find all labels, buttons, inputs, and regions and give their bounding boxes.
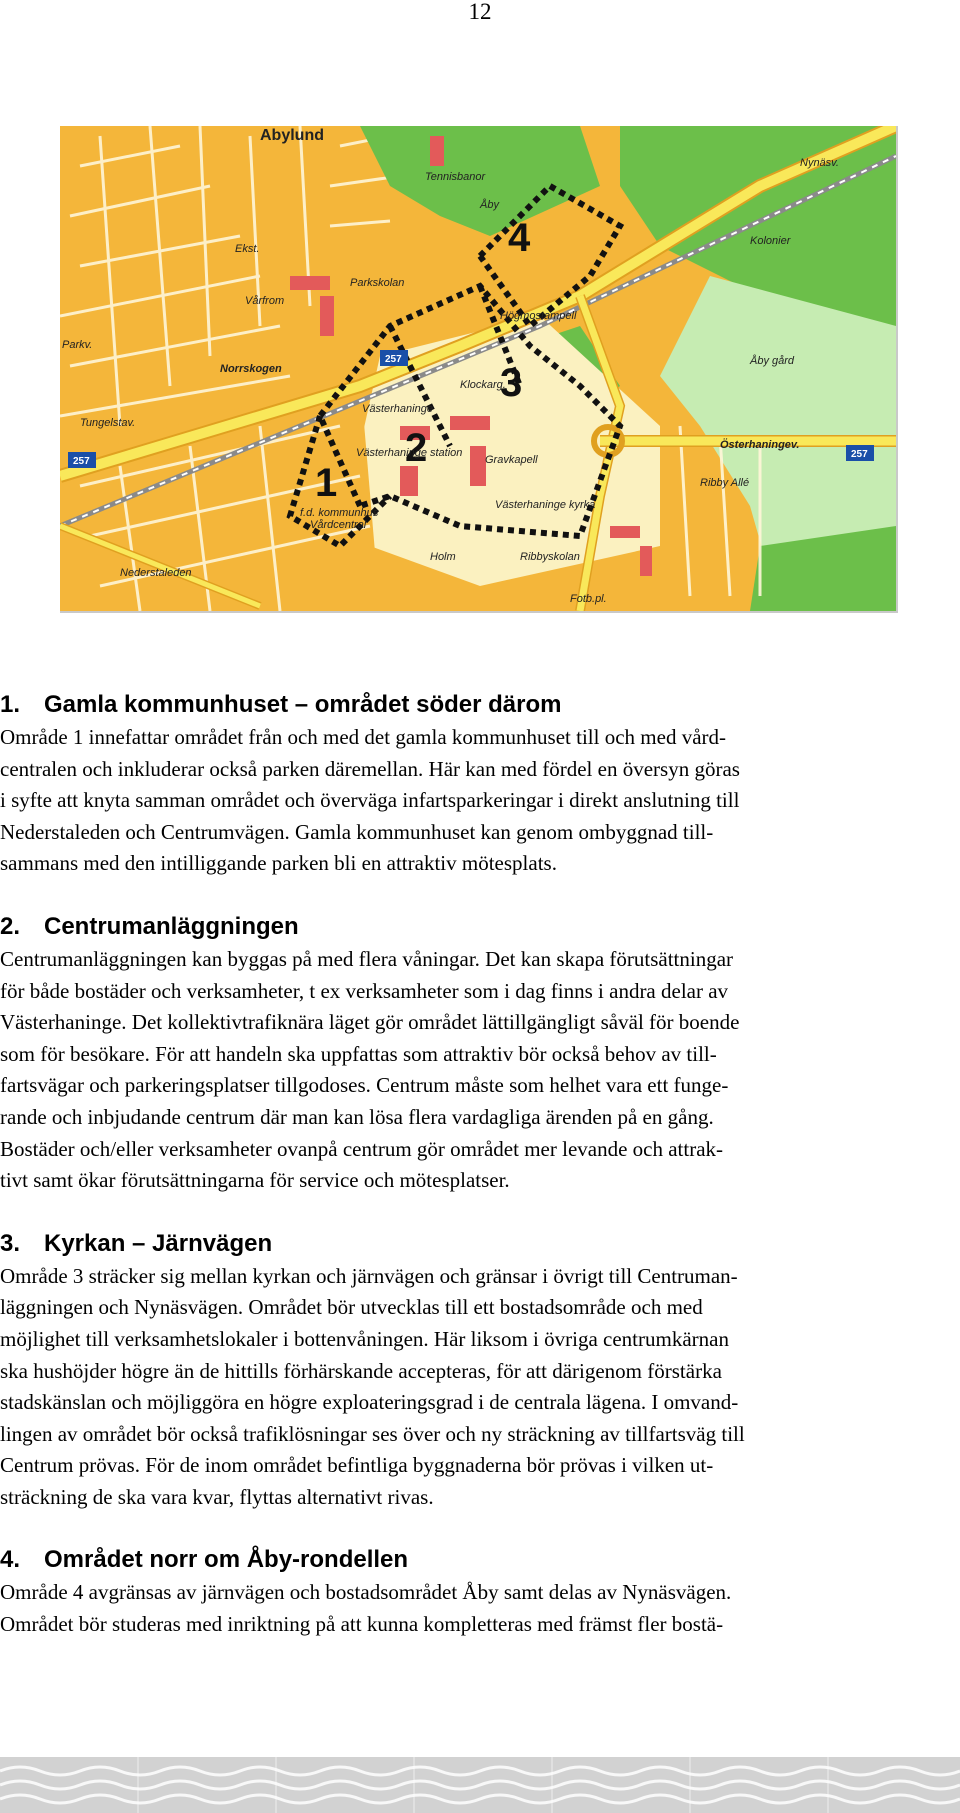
road-number-label: 257 bbox=[73, 456, 90, 467]
place-label-norrskogen: Norrskogen bbox=[220, 363, 282, 375]
place-label-aby: Åby bbox=[480, 199, 499, 211]
area-number-4: 4 bbox=[508, 216, 531, 260]
place-label-varfrom: Vårfrom bbox=[245, 295, 285, 307]
place-label-parkv: Parkv. bbox=[62, 339, 93, 351]
section-heading: 2. Centrumanläggningen bbox=[0, 912, 299, 940]
place-label-fotb: Fotb.pl. bbox=[570, 593, 607, 605]
section-paragraph: Område 4 avgränsas av järnvägen och bostadsområdet Åby samt delas av Nynäsvägen. Området bör studeras med inriktning på att kunna kompletteras med främst fler bostä- bbox=[0, 1580, 732, 1637]
section-3 bbox=[0, 1227, 950, 1514]
section-heading: 1. Gamla kommunhuset – området söder därom bbox=[0, 691, 562, 718]
section-heading: 3. Kyrkan – Järnvägen bbox=[0, 1229, 273, 1257]
place-label-abylund: Abylund bbox=[260, 127, 324, 144]
place-label-holm: Holm bbox=[430, 551, 456, 563]
place-label-parkskolan: Parkskolan bbox=[350, 277, 405, 289]
area-number-3: 3 bbox=[500, 361, 523, 405]
section-paragraph: Område 3 sträcker sig mellan kyrkan och järnvägen och gränsar i övrigt till Centruman- läggningen och Nynäsvägen. Området bör utvecklas till ett bostadsområde och med möjlighet till verksamhetslokaler i bottenvåningen. Här liksom i övriga centrumkärnan ska hushöjder högre än de hittills förhärskande accepteras, för att därigenom förstärka stadskänslan och möjliggöra en högre exploateringsgrad i de centrala lägena. I omvand- lingen av området bör också trafiklösningar ses över och ny sträckning av tillfartsväg till Centrum prövas. För de inom området befintliga byggnaderna bör prövas i vilken ut- sträckning de ska vara kvar, flyttas alternativt rivas. bbox=[0, 1263, 745, 1509]
place-label-tungelstav: Tungelstav. bbox=[80, 417, 136, 429]
document-body bbox=[0, 688, 950, 1671]
place-label-ribby-alle: Ribby Allé bbox=[700, 477, 750, 489]
road-number-label: 257 bbox=[385, 354, 402, 365]
section-heading: 4. Området norr om Åby-rondellen bbox=[0, 1546, 409, 1574]
place-label-nynasv: Nynäsv. bbox=[800, 157, 839, 169]
place-label-osterhaningev: Österhaningev. bbox=[720, 439, 800, 451]
place-label-aby-gard: Åby gård bbox=[750, 355, 795, 367]
page-number: 12 bbox=[468, 0, 492, 24]
place-label-kolonier: Kolonier bbox=[750, 235, 791, 247]
section-2 bbox=[0, 910, 950, 1197]
place-label-ribbyskolan: Ribbyskolan bbox=[520, 551, 580, 563]
place-label-nederstaleden: Nederstaleden bbox=[120, 567, 192, 579]
section-paragraph: Område 1 innefattar området från och med det gamla kommunhuset till och med vård- centralen och inkluderar också parken däremellan. Här kan med fördel en översyn göras i syfte att knyta samman området och överväga infartsparkeringar i direkt anslutning till Nederstaleden och Centrumvägen. Gamla kommunhuset kan genom ombyggnad till- sammans med den intilliggande parken bli en attraktiv mötesplats. bbox=[0, 725, 740, 876]
place-label-vasterhaninge: Västerhaninge bbox=[362, 403, 433, 415]
place-label-gravkapell: Gravkapell bbox=[485, 454, 538, 466]
area-number-2: 2 bbox=[405, 426, 428, 470]
place-label-ekst: Ekst. bbox=[235, 243, 260, 255]
section-paragraph: Centrumanläggningen kan byggas på med flera våningar. Det kan skapa förutsättningar för både bostäder och verksamheter, t ex verksamheter som i dag finns i andra delar av Västerhaninge. Det kollektivtrafiknära läget gör området lättillgängligt såväl för boende som för besökare. För att handeln ska uppfattas som attraktiv bör också behov av till- fartsvägar och parkeringsplatser tillgodoses. Centrum måste som helhet vara ett funge- rande och inbjudande centrum där man kan lösa flera vardagliga ärenden på en gång. Bostäder och/eller verksamheter ovanpå centrum gör området mer levande och attrak- tivt samt ökar förutsättningarna för service och mötesplatser. bbox=[0, 946, 740, 1193]
road-number-label: 257 bbox=[851, 449, 868, 460]
place-label-klockarg: Klockarg. bbox=[460, 379, 506, 391]
section-1 bbox=[0, 688, 950, 880]
section-4 bbox=[0, 1543, 950, 1640]
place-label-vasterhaninge-kyrka: Västerhaninge kyrka bbox=[495, 499, 596, 511]
area-map bbox=[60, 126, 898, 613]
place-label-vardcentral: Vårdcentral bbox=[310, 519, 367, 531]
place-label-kommunhus: f.d. kommunhus bbox=[300, 507, 379, 519]
place-label-tennisbanor: Tennisbanor bbox=[425, 171, 486, 183]
area-number-1: 1 bbox=[315, 461, 338, 505]
place-label-hogmostampell: Högmostampell bbox=[500, 310, 577, 322]
footer-wave-band bbox=[0, 1757, 960, 1813]
place-label-vasterhaninge-station: Västerhaninge station bbox=[356, 447, 463, 459]
